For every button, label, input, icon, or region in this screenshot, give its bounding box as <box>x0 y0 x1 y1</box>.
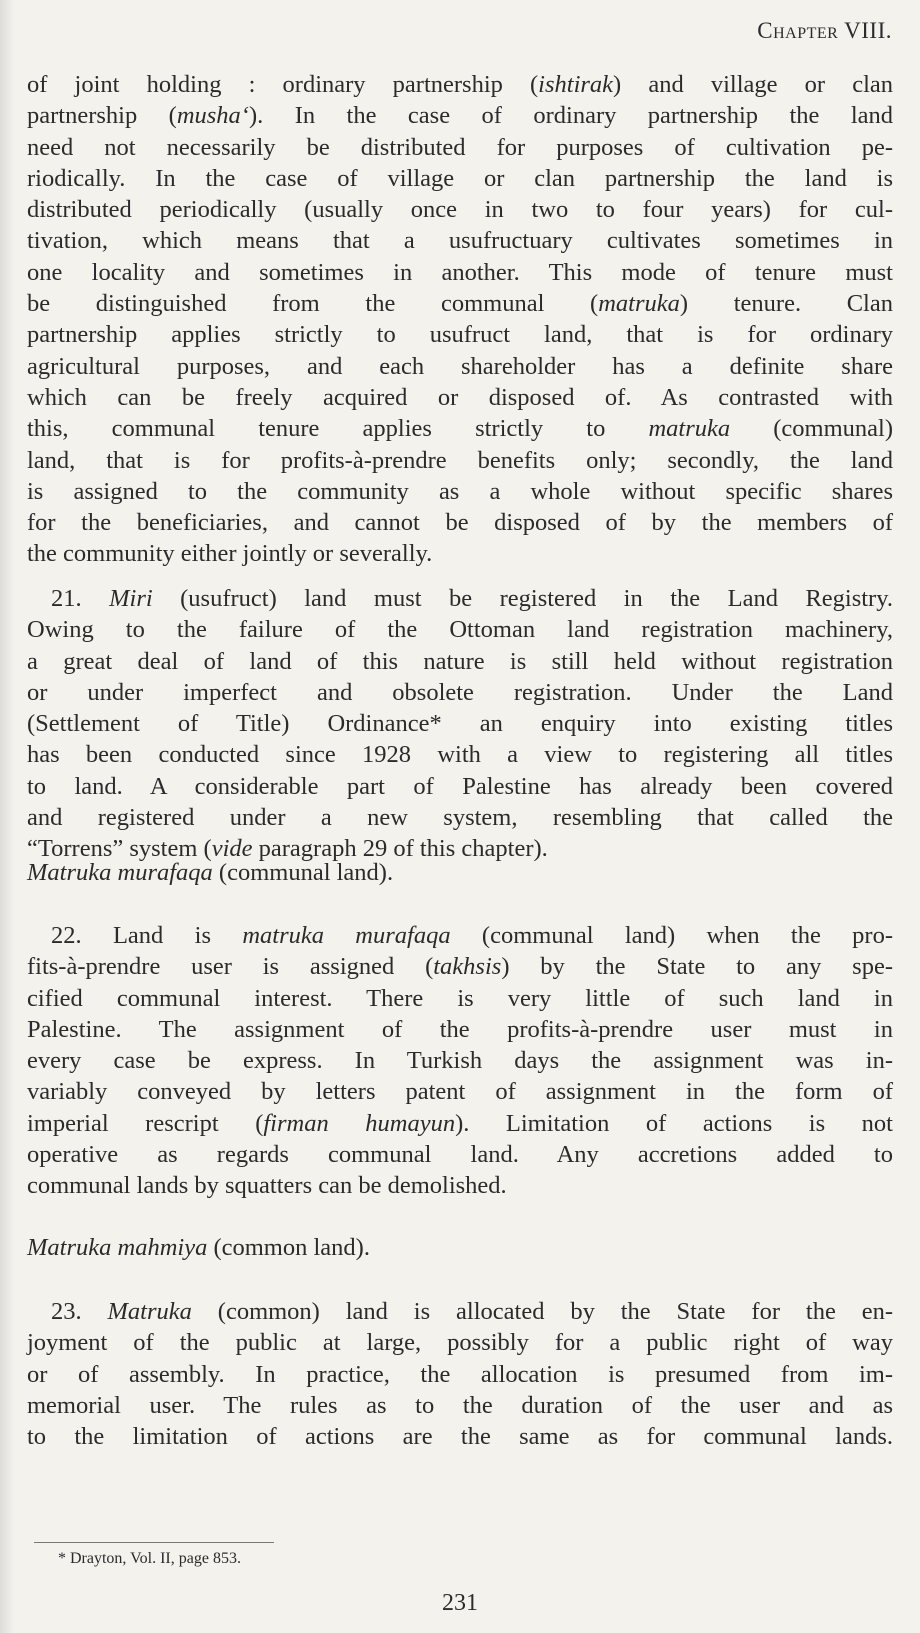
text-run: imperial rescript ( <box>27 1109 264 1137</box>
text-run: for the beneficiaries, and cannot be disposed of by the members of <box>27 509 893 537</box>
text-run: 22. Land is <box>51 922 243 949</box>
italic-term: musha‘ <box>176 102 249 130</box>
text-run: ). Limitation of actions is not <box>455 1109 893 1137</box>
paragraph-23 <box>27 1296 893 1452</box>
text-line <box>27 413 893 444</box>
text-line <box>27 1327 893 1358</box>
footnote: * Drayton, Vol. II, page 853. <box>58 1550 241 1567</box>
text-line <box>27 351 893 382</box>
text-run: Owing to the failure of the Ottoman land registration machinery, <box>27 616 893 644</box>
text-run: communal lands by squatters can be demolished. <box>27 1172 507 1200</box>
text-line <box>27 507 893 538</box>
text-run: ) tenure. Clan <box>679 290 893 318</box>
text-run: is assigned to the community as a whole without specific shares <box>27 477 893 505</box>
text-line <box>27 951 893 982</box>
text-line <box>27 288 893 319</box>
text-run: (communal) <box>730 415 893 443</box>
text-line <box>27 677 893 708</box>
italic-term: firman humayun <box>263 1109 456 1137</box>
text-run: of joint holding : ordinary partnership ( <box>27 71 539 98</box>
italic-term: Matruka murafaqa <box>27 859 213 886</box>
text-run: the community either jointly or severally. <box>27 540 433 568</box>
text-line <box>27 319 893 350</box>
italic-term: matruka <box>648 415 731 443</box>
text-run: land, that is for profits-à-prendre benefits only; secondly, the land <box>27 446 893 474</box>
text-line <box>27 646 893 677</box>
text-run: riodically. In the case of village or clan partnership the land is <box>27 164 893 192</box>
text-run: ) and village or clan <box>613 71 893 98</box>
text-line <box>27 194 893 225</box>
text-line <box>27 538 893 569</box>
text-run: and registered under a new system, resembling that called the <box>27 804 893 832</box>
text-run: or of assembly. In practice, the allocation is presumed from im- <box>27 1360 893 1388</box>
text-run: or under imperfect and obsolete registration. Under the Land <box>27 678 893 706</box>
text-line <box>27 614 893 645</box>
text-run: “Torrens” system ( <box>27 835 212 863</box>
text-run: a great deal of land of this nature is still held without registration <box>27 647 893 675</box>
text-line <box>27 583 893 614</box>
text-run: distributed periodically (usually once in two to four years) for cul- <box>27 196 893 224</box>
text-run: fits-à-prendre user is assigned ( <box>27 953 434 981</box>
text-line <box>27 225 893 256</box>
italic-term: vide <box>211 835 253 863</box>
page-edge-shadow <box>0 0 14 1633</box>
text-run: has been conducted since 1928 with a view to registering all titles <box>27 741 893 769</box>
text-line <box>27 1045 893 1076</box>
text-line <box>27 1359 893 1390</box>
text-line <box>27 739 893 770</box>
italic-term: Miri <box>109 585 153 612</box>
text-run: 21. <box>51 585 110 612</box>
heading-matruka-mahmiya <box>27 1232 893 1263</box>
text-run: joyment of the public at large, possibly for a public right of way <box>27 1329 893 1357</box>
text-run: (Settlement of Title) Ordinance* an enquiry into existing titles <box>27 710 893 738</box>
text-line <box>27 132 893 163</box>
text-run: operative as regards communal land. Any accretions added to <box>27 1141 893 1169</box>
text-run: need not necessarily be distributed for purposes of cultivation pe- <box>27 133 893 161</box>
text-run: tivation, which means that a usufructuary cultivates sometimes in <box>27 227 893 255</box>
text-line <box>27 802 893 833</box>
text-line <box>27 163 893 194</box>
text-line <box>27 857 893 888</box>
text-line <box>27 1296 893 1327</box>
italic-term: Matruka mahmiya <box>27 1234 208 1261</box>
text-run: one locality and sometimes in another. This mode of tenure must <box>27 258 893 286</box>
text-line <box>27 708 893 739</box>
text-line <box>27 983 893 1014</box>
text-run: cified communal interest. There is very little of such land in <box>27 984 893 1012</box>
text-run: 23. <box>51 1298 108 1325</box>
paragraph-21 <box>27 583 893 865</box>
text-run: Palestine. The assignment of the profits-à-prendre user must in <box>27 1015 893 1043</box>
text-run: agricultural purposes, and each shareholder has a definite share <box>27 352 893 380</box>
heading-matruka-murafaqa <box>27 857 893 888</box>
text-line <box>27 445 893 476</box>
text-run: paragraph 29 of this chapter). <box>252 835 548 863</box>
text-line <box>27 1076 893 1107</box>
text-run: which can be freely acquired or disposed of. As contrasted with <box>27 383 893 411</box>
page-number: 231 <box>442 1590 478 1616</box>
text-line <box>27 69 893 100</box>
text-line <box>27 257 893 288</box>
text-line <box>27 1108 893 1139</box>
text-run: ) by the State to any spe- <box>501 953 893 981</box>
italic-term: matruka murafaqa <box>242 922 451 949</box>
text-run: (communal land). <box>212 859 394 886</box>
italic-term: takhsis <box>433 953 502 981</box>
footnote-divider <box>34 1542 274 1543</box>
text-line <box>27 920 893 951</box>
text-line <box>27 1390 893 1421</box>
text-run: (communal land) when the pro- <box>450 922 893 949</box>
text-run: partnership ( <box>27 102 177 130</box>
text-run: every case be express. In Turkish days the assignment was in- <box>27 1047 893 1075</box>
text-run: this, communal tenure applies strictly to <box>27 415 649 443</box>
text-run: be distinguished from the communal ( <box>27 290 599 318</box>
text-line <box>27 1170 893 1201</box>
text-line <box>27 1421 893 1452</box>
text-line <box>27 1014 893 1045</box>
text-run: (common land). <box>207 1234 370 1261</box>
text-run: to the limitation of actions are the same as for communal lands. <box>27 1423 893 1451</box>
text-run: ). In the case of ordinary partnership the land <box>248 102 894 130</box>
text-line <box>27 1139 893 1170</box>
text-run: (common) land is allocated by the State for the en- <box>191 1298 893 1325</box>
text-line <box>27 476 893 507</box>
text-run: partnership applies strictly to usufruct land, that is for ordinary <box>27 321 893 349</box>
italic-term: ishtirak <box>538 71 614 98</box>
text-run: memorial user. The rules as to the duration of the user and as <box>27 1391 893 1419</box>
text-run: to land. A considerable part of Palestine has already been covered <box>27 772 893 800</box>
running-header: Chapter VIII. <box>757 18 892 43</box>
text-run: variably conveyed by letters patent of assignment in the form of <box>27 1078 893 1106</box>
italic-term: matruka <box>598 290 680 318</box>
paragraph-joint-holding <box>27 69 893 570</box>
paragraph-22 <box>27 920 893 1202</box>
italic-term: Matruka <box>107 1298 192 1325</box>
text-line <box>27 100 893 131</box>
text-line <box>27 1232 893 1263</box>
text-line <box>27 771 893 802</box>
text-line <box>27 382 893 413</box>
text-run: (usufruct) land must be registered in the Land Registry. <box>152 585 894 612</box>
